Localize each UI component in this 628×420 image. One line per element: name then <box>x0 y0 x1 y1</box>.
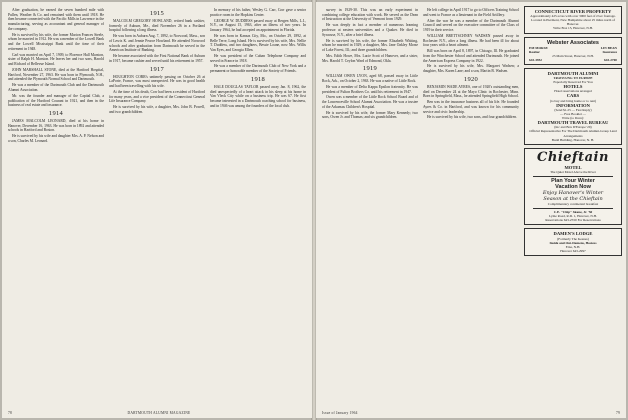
obituary-paragraph: He is survived by his wife, the former Marion Frances Steele, whom he married in 1912. He was a member of the Lowell Bank and the Lowell Mississippi Bank until the time of their retirement in 1948. <box>8 32 104 51</box>
ad-line: (Inc and Box D'Europe '29) <box>554 125 592 130</box>
obituary-paragraph: He is survived by his wife, the former Mary Kennedy; two sons, Owen Jr. and Thomas; and six grandchildren. <box>322 110 418 120</box>
publication-name: DARTMOUTH ALUMNI MAGAZINE <box>127 411 191 415</box>
left-column-3 <box>210 8 306 402</box>
webster-associates-ad <box>524 37 622 65</box>
ad-line: Season at the Chieftain <box>543 196 603 203</box>
class-year-heading: 1920 <box>463 75 479 83</box>
ad-contact: Write Box 15, Hanover, N.H. <box>553 26 593 31</box>
chieftain-motel-ad <box>524 148 622 226</box>
ad-line: Vacation Now <box>555 184 591 191</box>
ad-line: DARTMOUTH TRAVEL BUREAU <box>537 120 609 126</box>
obituary-paragraph: He is survived by his wife, the former Elizabeth Whiting, whom he married in 1929; a daughter, Mrs. Jane Oakley Morse of Lake Forest, Ill.; and three grandchildren. <box>322 38 418 52</box>
ad-line: Write (to Dave): <box>561 116 585 121</box>
obituary-paragraph: He is survived by his wife, two sons, and four grandchildren. <box>427 115 518 120</box>
damens-lodge-ad <box>524 228 622 256</box>
obituary-paragraph: Ben was in the insurance business all of his life. He founded Ayres & Co. in Hartford, and was known for his community service and civic leadership. <box>423 100 519 114</box>
right-column-1 <box>322 8 418 402</box>
ad-title: Chieftain <box>537 149 609 165</box>
left-column-1 <box>8 8 104 402</box>
phone-left: 643-3952 <box>529 57 542 62</box>
obituary-paragraph: After graduation, he earned the seven hundred mile with Pullen, Weather & Co. and remained with them until 1918. He then became connected with the Pacific Mills in Lawrence in the manufacturing, serving as accountant and general manager of the company. <box>8 8 104 31</box>
issue-date: Issue of January 1964 <box>322 411 358 415</box>
ad-subtitle: (Formerly The Keenes) <box>557 236 589 241</box>
ad-line: Official Representative For The Dartmouth Alumni-Group Land Arrangements <box>529 129 617 138</box>
obituary-paragraph: He was a member of the Dartmouth Club and the Dartmouth Alumni Association. <box>8 83 104 92</box>
obituary-paragraph: He was president of the Cuban Telephone Company and served in France in 1918. <box>210 53 306 63</box>
right-folio <box>322 411 620 415</box>
obituary-paragraph: He became associated with the First National Bank of Auburn in 1917, became cashier and served until his retirement in 1957. <box>109 54 205 63</box>
ad-subtitle: MOTEL <box>564 164 582 170</box>
ad-title: Webster Associates <box>547 39 599 46</box>
obituary-paragraph: GEORGE W. DUDDESS passed away at Bergen Mills, L.I., N.Y., on August 15, 1963, after an illness of two years. In January 1964, he had accepted an appointment in Florida. <box>210 18 306 32</box>
obituary-paragraph: At the time of his death, Corr had been a resident of Hartford for many years, and a vice president of the Connecticut General Life Insurance Company. <box>109 90 205 104</box>
ad-line: Hotel reservations arranged <box>554 89 592 94</box>
ad-line: The Quiet Motel Above the River <box>550 169 596 174</box>
ad-line: (Send $1.25 — Fast Reply) <box>554 107 592 112</box>
class-year-heading: 1919 <box>362 65 378 73</box>
ad-line: Budd Building, Hanover, N. H. <box>551 137 595 142</box>
left-column-2 <box>109 8 205 402</box>
agent-name-right: LIN BEAN <box>600 45 617 50</box>
obituary-paragraph: survey in 1929-30. This was an early experiment in combining college education with work. He served as the Dean of Instruction at the University of Vermont from 1929. <box>322 8 418 22</box>
ad-subtitle: TRAVELING TO EUROPE <box>553 75 593 80</box>
connecticut-river-property-ad <box>524 6 622 34</box>
obituary-paragraph: He is survived by his wife, Mrs. Margaret Wadsen; a daughter, Mrs. Karen Lane; and a son, Martin B. Wadsen. <box>423 64 519 74</box>
obituary-paragraph: JOHN MARSHALL STONE, died at the Hartford Hospital, Hartford, November 27, 1963. He was born in Plymouth, N.H., and attended the Plymouth Normal School and Dartmouth. <box>8 68 104 82</box>
obituary-paragraph: Carl was married on April 7, 1909, to Florence Hall Marston, sister of Ralph H. Marston. He leaves her and two sons, Harold and Richard of Bellevue Island. <box>8 52 104 67</box>
ad-phones-row <box>527 58 619 62</box>
page-number: 79 <box>615 411 620 415</box>
class-year-heading: 1915 <box>149 10 165 17</box>
ad-line: C.E. "Chip" Skane, Jr. '50 <box>553 210 593 215</box>
ad-line: — Free Booklet — <box>559 111 587 116</box>
ad-line: Etna, N.H. <box>565 244 581 249</box>
obituary-paragraph: Bill was born on April 8, 1897, in Chicago, Ill. He graduated from the Winchester School and attended Dartmouth. He joined the American Express Company in 1922. <box>423 49 519 63</box>
page-number: 78 <box>8 411 12 415</box>
left-page <box>2 2 312 418</box>
ad-line: Lyme Road, R.D. 1, Hanover, N.H. <box>549 214 597 219</box>
agent-name-left: EM MORSE <box>529 45 548 50</box>
ad-title: DAMEN'S LODGE <box>553 231 593 237</box>
ad-address: 25 Main Street, Hanover, N.H. <box>552 53 594 58</box>
obituary-paragraph: HOUGHTON CORR's untimely passing on October 26 at LaPorte, France, was most unexpected. He was in good health and had been travelling with his wife. <box>109 74 205 89</box>
obituary-paragraph: After the war he was a member of the Dartmouth Alumni Council and served on the executive committee of the Class of 1919 in their service. <box>423 18 519 32</box>
obituary-paragraph: He is survived by his wife and daughter Mrs. A. P. Nelson and a son, Charles M. Leonard. <box>8 134 104 143</box>
obituary-paragraph: JAMES MALCOLM LEONARD, died at his home in Hanover, December 16, 1963. He was born in 1892 and attended schools in Hartford and Boston. <box>8 119 104 133</box>
obituary-paragraph: Mr. was the founder and manager of the Capital Club, a publication of the Hartford Courant in 1921, and then in the business of real estate and insurance. <box>8 93 104 108</box>
ad-line: HOTELS <box>563 84 583 90</box>
ad-title: DARTMOUTH ALUMNI <box>547 70 599 76</box>
obituary-paragraph: He was a member of Delta Kappa Epsilon fraternity. He was president of Fulton Brothers Co. until his retirement in 1947. <box>322 84 418 94</box>
agent-tag-right: Insurance <box>602 49 617 54</box>
ad-line: Hanover 643-2997 <box>560 248 586 253</box>
ad-divider <box>533 176 613 177</box>
obituary-paragraph: In memory of his father, Wesley G. Carr, Corr gave a senior practice room in the Hopkins Center. <box>210 8 306 17</box>
obituary-paragraph: He was a member of the Dartmouth Club of New York and a permanent or honorable member of the Society of Friends. <box>210 64 306 74</box>
ad-line: Reservations 643-2550 For Reservations <box>545 218 601 223</box>
ad-line: Inside and Out-Damens, Hostess <box>549 240 597 245</box>
ad-title: CONNECTICUT RIVER PROPERTY <box>534 9 612 14</box>
ad-line: Plan Your Winter <box>551 178 595 185</box>
obituary-paragraph: HALE DOUGLAS TAYLOR passed away Jan. 8, 1962, the died unexpectedly of a heart attack in his sleep at his home in Van Vleck City while on a business trip. He was 67. He first became interested in a Dartmouth coaching school for business, and in 1946 was among the founders of the local club. <box>210 84 306 108</box>
agent-tag-left: Realtor <box>529 49 540 54</box>
right-column-2 <box>423 8 519 402</box>
obituary-paragraph: He was born in Auburn Aug. 7, 1892, to Norwood, Mass., son of Lewis K. and Jennie Pearce Howland. He attended Norwood schools and after graduation from Dartmouth he served in the American Institute of Banking. <box>109 34 205 53</box>
obituary-paragraph: MALCOLM GREGORY HOWLAND, retired bank cashier, formerly of Auburn, Me., died November 26 in a Portland hospital following a long illness. <box>109 19 205 33</box>
obituary-paragraph: BENJAMIN WADE AYRES, one of 1920's outstanding men, died on December 24 at the Mayo Clinic in Rochester, Minn. Born in Springfield, Mass., he attended Springfield High School. <box>423 84 519 99</box>
class-year-heading: 1917 <box>149 65 165 73</box>
ad-line: CARS <box>566 93 580 99</box>
advertisement-column <box>524 6 622 404</box>
ad-line: INFORMATION <box>556 102 590 108</box>
obituary-paragraph: Mrs. Edith Howe, Mrs. Lucie Scott of Hanover, and a sister, Mrs. Harold T. Ceylon Ward of Edmond, Okla. <box>322 53 418 63</box>
phone-right: 643-2700 <box>604 57 617 62</box>
ad-divider <box>533 208 613 209</box>
class-year-heading: 1918 <box>250 75 266 83</box>
ad-line: Complimentary continental breakfast <box>547 202 599 207</box>
obituary-paragraph: He was deeply in fact a member of numerous learning professor at eastern universities and a Quaker. He died in Syracuse, N.Y., after a brief illness. <box>322 23 418 37</box>
obituary-paragraph: He is survived by his wife, a daughter, Mrs. John B. Powell, and two grandchildren. <box>109 105 205 114</box>
obituary-paragraph: WILLIAM OWEN LYON, aged 68, passed away in Little Rock, Ark., on October 2, 1963. He was a native of Little Rock. <box>322 74 418 83</box>
dartmouth-travel-ad <box>524 68 622 145</box>
obituary-paragraph: WILLIAM BRETTSCHNEY WADSEN passed away in Rochester N.Y., after a long illness. He had been ill for about four years with a heart ailment. <box>423 33 519 48</box>
obituary-paragraph: He left college in April 1917 to go to Officers Training School and went to France as a lieutenant in the Field Artillery. <box>423 8 519 17</box>
right-page <box>316 2 626 418</box>
obituary-paragraph: He was born in Kansas City, Mo., on October 29, 1892, at Belle Terre, Long Island. He is survived by his wife, Mrs. Nellie T. Duddess, and two daughters, Bessie Loane, now Mrs. Willis Van Eyes, and Georgia Ellen. <box>210 33 306 52</box>
class-year-heading: 1914 <box>48 110 64 117</box>
left-folio <box>8 411 306 415</box>
ad-line: (to buy and bring home or to rent) <box>549 98 597 103</box>
obituary-paragraph: Owen was a member of the Little Rock School Board and of the Lawrenceville School Alumni Association. He was a trustee of the Arkansas Children's Hospital. <box>322 95 418 109</box>
ad-body: Approximately 425 acres with over 3000 feet of river frontage. Located in Piermont, New Hampshire about 25 miles north of Hanover. <box>530 14 616 27</box>
ad-line: Enjoy Hanover's Winter <box>542 190 604 197</box>
ad-line: Especially Reserved For You <box>553 79 593 84</box>
